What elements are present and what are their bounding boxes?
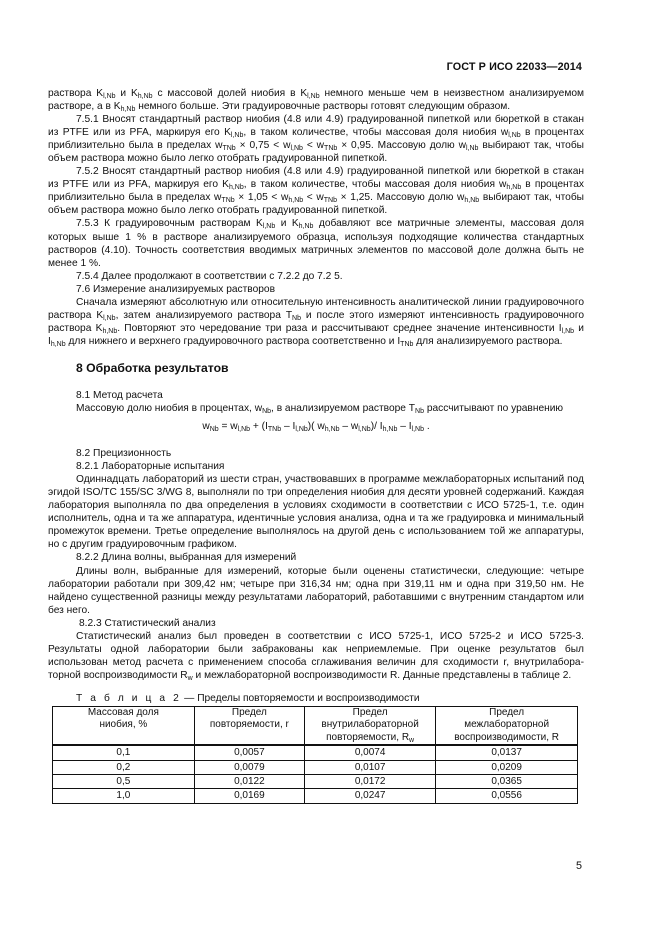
table-caption-label: Т а б л и ц а 2 — [76, 692, 182, 704]
formula-mass-fraction: $w_{Nb} = w_{l,Nb} + (I_{TNb} - I_{l,Nb})$( $w_{h,Nb} - w_{l,Nb})/$ $I_{h,Nb} - I_{l,Nb}$ . — [202, 421, 430, 434]
paragraph-8-2-2: 8.2.2 Длина волны, выбранная для измерений — [76, 552, 297, 564]
page-number: 5 — [575, 860, 582, 872]
table-caption-title: — Пределы повторяемости и воспроизводимости — [181, 692, 420, 704]
table-cell: 0,0365 — [436, 775, 578, 789]
paragraph-8-2-1: 8.2.1 Лабораторные испытания — [76, 461, 225, 473]
table-row — [53, 745, 578, 760]
paragraph-measurement: Сначала измеряют абсолютную или относительную интенсивность аналитической линии градуировочного раствора $K_{l,Nb}$, затем анализируемого раствора $T_{Nb}$ и после этого измеряют интенсивность градуировочного раствора $K_{h,Nb}$. Повторяют это чередование три раза и рассчитывают среднее значение интенсивности $I_{l,Nb}$ и $I_{h,Nb}$ для нижнего и верхнего градуировочного раствора соответственно и $I_{TNb}$ для анализируемого раствора. — [48, 296, 584, 348]
table-header-row — [53, 706, 578, 745]
table-cell: 0,5 — [53, 775, 195, 789]
paragraph-8-1: 8.1 Метод расчета — [76, 389, 163, 401]
column-header-repeatability: Предел повторяемости, r — [194, 706, 304, 745]
table-cell: 0,2 — [53, 760, 195, 774]
table-cell: 0,0209 — [436, 760, 578, 774]
paragraph-8-2-3: 8.2.3 Статистический анализ — [79, 617, 216, 629]
table-row — [53, 789, 578, 803]
paragraph-7-6: 7.6 Измерение анализируемых растворов — [76, 283, 275, 295]
column-header-mass-fraction: Массовая доля ниобия, % — [53, 706, 195, 745]
table-cell: 0,0057 — [194, 745, 304, 760]
table-cell: 0,0122 — [194, 775, 304, 789]
table-cell: 0,0074 — [305, 745, 436, 760]
table-cell: 0,0169 — [194, 789, 304, 803]
table-row — [53, 760, 578, 774]
table-cell: 0,0172 — [305, 775, 436, 789]
table-cell: 1,0 — [53, 789, 195, 803]
paragraph-7-5-3: 7.5.3 К градуировочным растворам $K_{l,Nb}$ и $K_{h,Nb}$ добавляют все матричные элементы, массовая доля которых выше 1 % в растворе анализируемого образца, используя подходящие количества стандартных растворов (4.10). Точность соответствия вводимых матричных элементов по массовой доле должна быть не менее 1 %. — [48, 218, 584, 269]
column-header-interlab-reproducibility: Предел межлабораторной воспроизводимости, R — [436, 706, 578, 745]
paragraph-7-5-2: 7.5.2 Вносят стандартный раствор ниобия (4.8 или 4.9) градуированной пипеткой или бюреткой в стакан из PTFE или из PFA, маркируя его $K_{h,Nb}$, в таком количестве, чтобы массовая доля ниобия $w_{h,Nb}$ в процентах приблизительно была в пределах $w_{TNb} \times 1,05 < w_{h,Nb} < w_{TNb} \times 1,25$. Массовую долю $w_{h,Nb}$ выбирают так, чтобы объем раствора можно было легко отобрать градуированной пипеткой. — [48, 166, 584, 217]
paragraph-calibration-intro: раствора $K_{l,Nb}$ и $K_{h,Nb}$ с массовой долей ниобия в $K_{l,Nb}$ немного меньше чем в неизвестном анализируемом растворе, а в $K_{h,Nb}$ немного больше. Эти градуировочные растворы готовят следующим образом. — [48, 88, 584, 114]
paragraph-lab-tests: Одиннадцать лабораторий из шести стран, участвовавших в программе межлабораторных испытаний под эгидой ISO/TC 155/SC 3/WG 8, выполняли по три определения ниобия для десяти уровней содержаний. Каждая лаборатория выполняла по два определения в условиях сходимости в соответствии с ИСО 5725-1, т.е. один исполнитель, одна и та же аппаратура, идентичные условия анализа, одна и та же градуировка и минимальный промежуток времени. Третье определение выполнялось на другой день с использованием той же аппаратуры, но с другим градуировочным графиком. — [48, 474, 584, 551]
table-cell: 0,0137 — [436, 745, 578, 760]
precision-table — [52, 706, 578, 804]
paragraph-wavelengths: Длины волн, выбранные для измерений, которые были оценены статистически, следующие: четыре лаборатории работали при 309,42 нм; четыре при 316,34 нм; одна при 319,11 нм и одна при 319,50 нм. Не найдено существенной разницы между результатами лабораторий, работавшими с внутренним стандартом или без него. — [48, 565, 584, 616]
table-caption — [76, 692, 584, 705]
paragraph-7-5-4: 7.5.4 Далее продолжают в соответствии с 7.2.2 до 7.2 5. — [76, 270, 343, 282]
paragraph-calculation: Массовую долю ниобия в процентах, $w_{Nb}$, в анализируемом растворе $T_{Nb}$ рассчитывают по уравнению — [76, 402, 564, 415]
table-row — [53, 775, 578, 789]
document-body — [48, 87, 584, 804]
table-cell: 0,1 — [53, 745, 195, 760]
table-cell: 0,0556 — [436, 789, 578, 803]
paragraph-7-5-1: 7.5.1 Вносят стандартный раствор ниобия (4.8 или 4.9) градуированной пипеткой или бюреткой в стакан из PTFE или из PFA, маркируя его $K_{l,Nb}$, в таком количестве, чтобы массовая доля ниобия $w_{l,Nb}$ в процентах приблизительно была в пределах $w_{TNb} \times 0,75 < w_{l,Nb} < w_{TNb} \times 0,95$. Массовую долю $w_{l,Nb}$ выбирают так, чтобы объем раствора можно было легко отобрать градуированной пипеткой. — [48, 114, 585, 165]
paragraph-statistics: Статистический анализ был проведен в соответствии с ИСО 5725-1, ИСО 5725-2 и ИСО 5725-3. Результаты одной лаборатории были забракованы как неприемлемые. При оценке результатов был использован метод расчета с применением способа сглаживания величин для сходимости r, внутрилабора-торной воспроизводимости $R_w$ и межлабораторной воспроизводимости R. Данные представлены в таблице 2. — [48, 630, 584, 682]
section-heading-8: 8 Обработка результатов — [76, 360, 229, 375]
table-cell: 0,0247 — [305, 789, 436, 803]
document-code: ГОСТ Р ИСО 22033—2014 — [446, 61, 582, 73]
paragraph-8-2: 8.2 Прецизионность — [76, 448, 172, 460]
table-cell: 0,0079 — [194, 760, 304, 774]
table-cell: 0,0107 — [305, 760, 436, 774]
column-header-intralab-reproducibility: Предел внутрилабораторной повторяемости, $R_w$ — [305, 706, 436, 745]
